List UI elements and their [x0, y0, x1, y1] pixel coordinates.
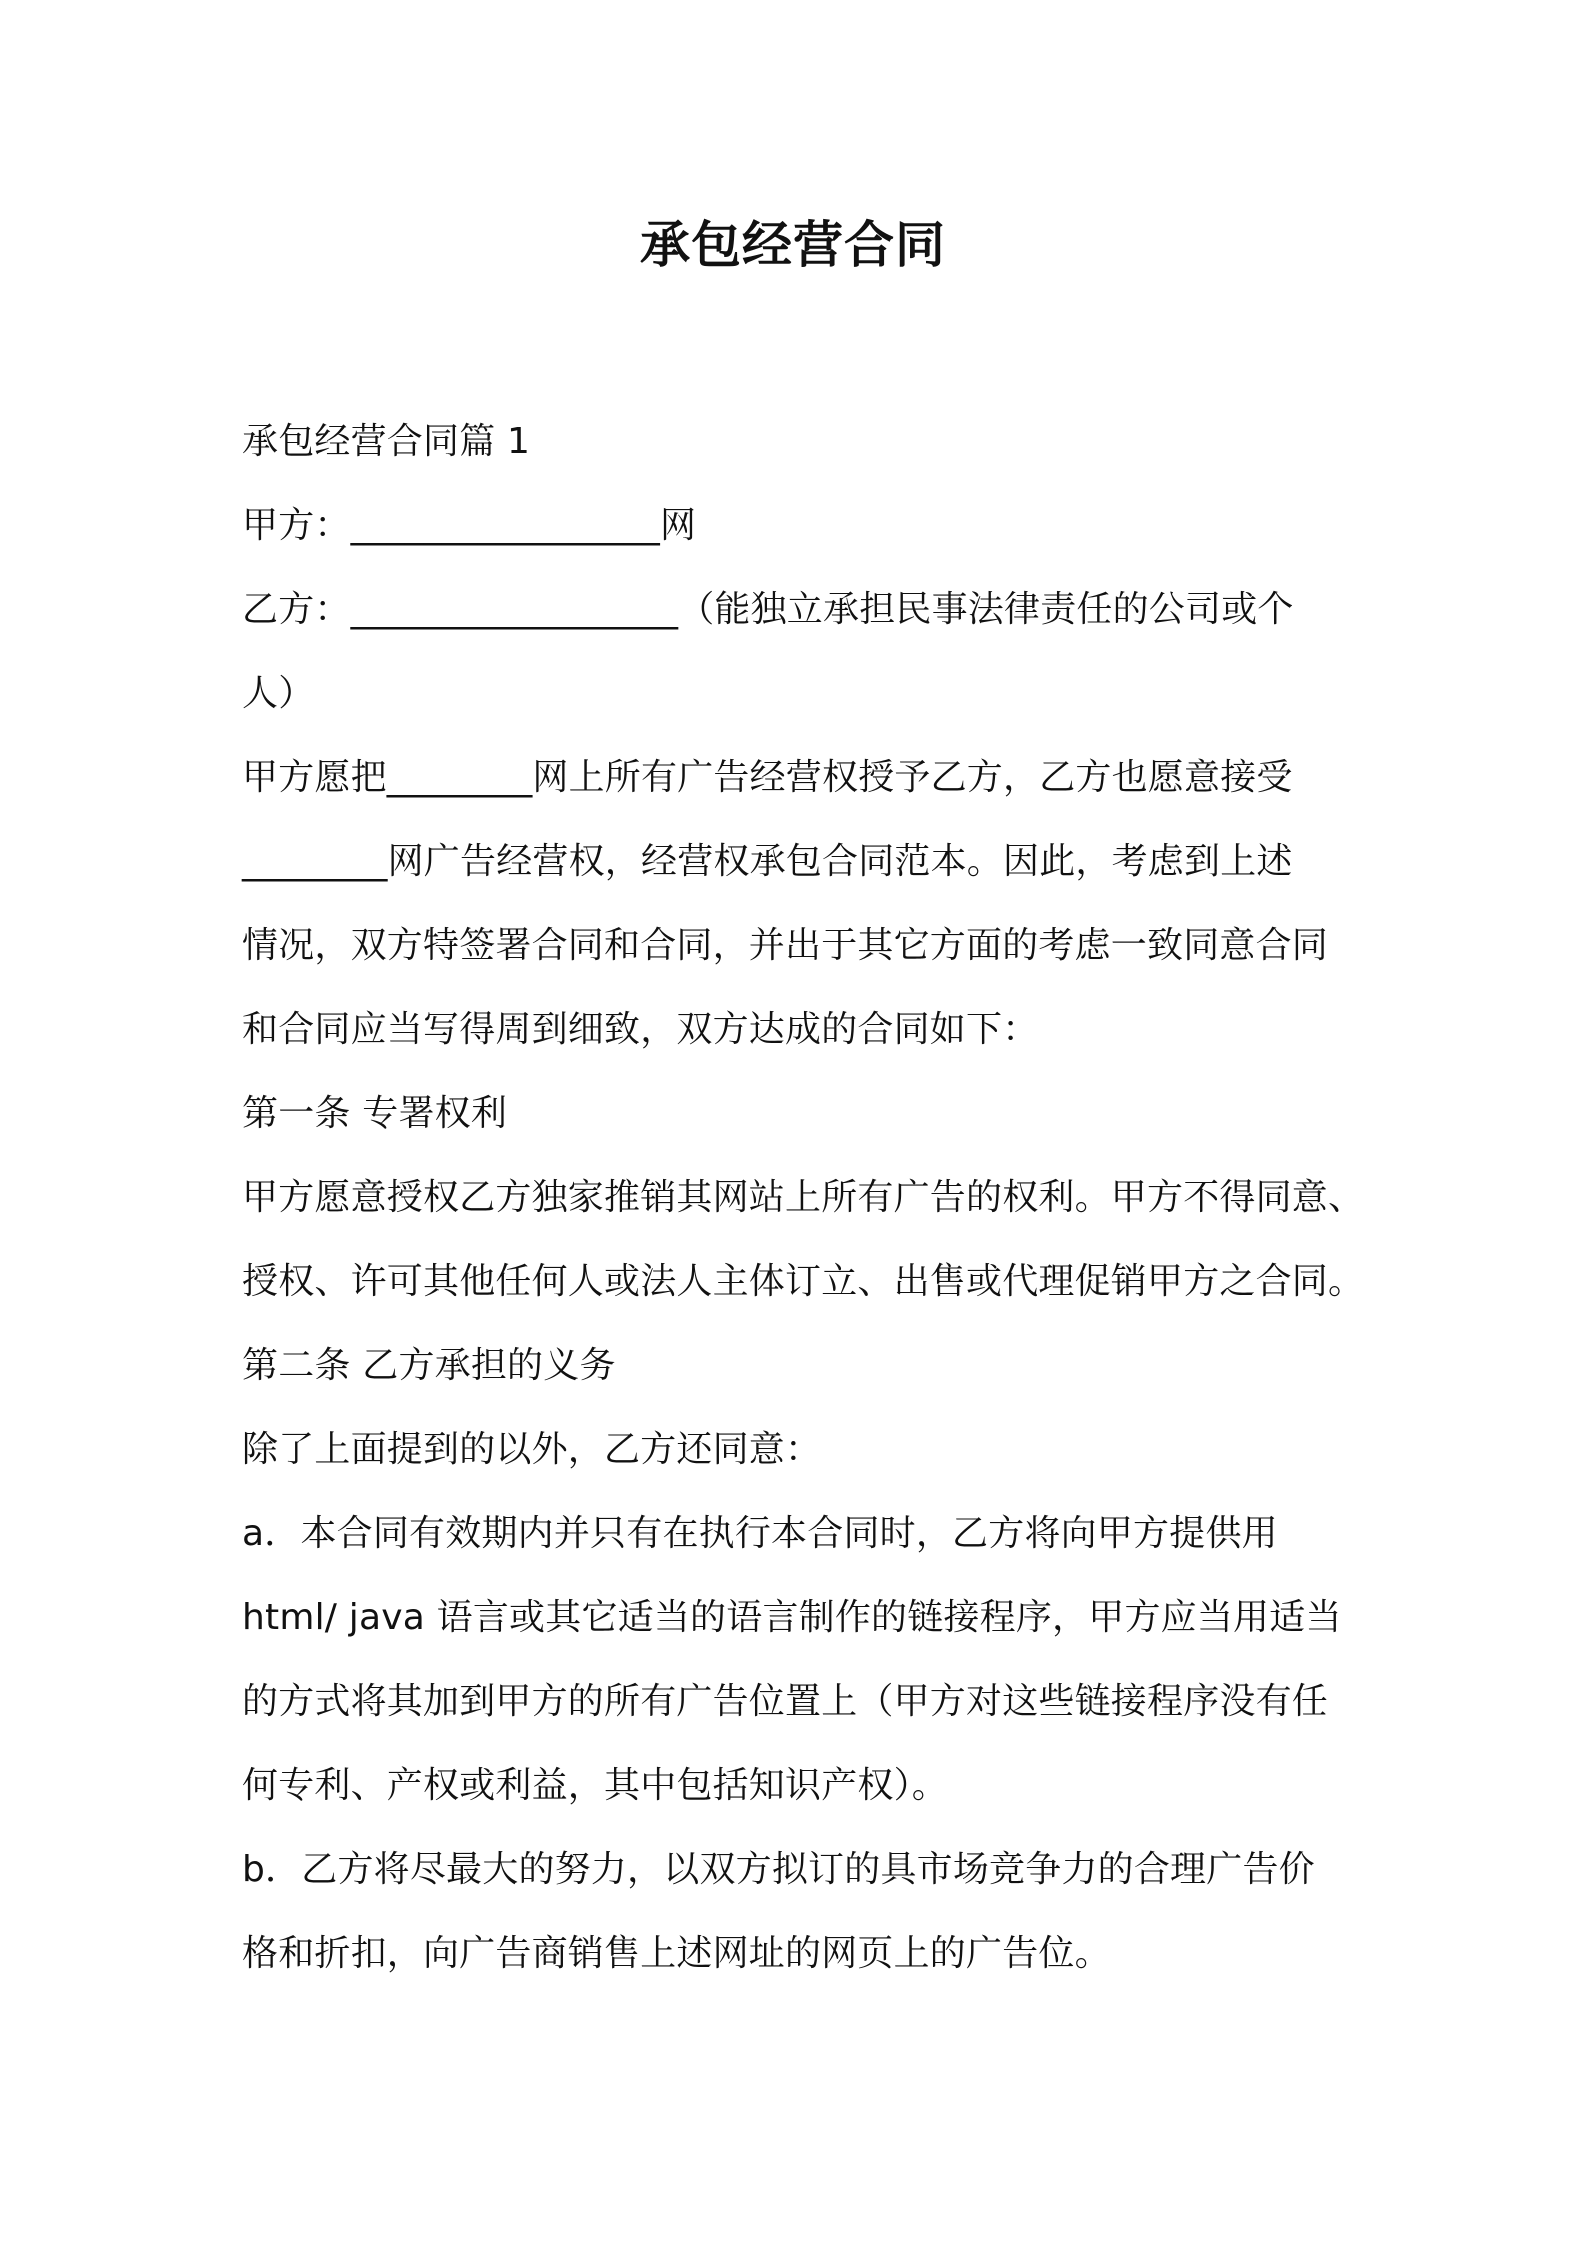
line-text: 第一条 专署权利 [242, 1093, 508, 1134]
line-text: b．乙方将尽最大的努力，以双方拟订的具市场竞争力的合理广告价 [242, 1849, 1315, 1890]
text-line [242, 1912, 1366, 1996]
text-line [242, 1156, 1366, 1240]
section-heading [242, 1072, 1366, 1156]
text-line [242, 1660, 1366, 1744]
line-text: ________网广告经营权，经营权承包合同范本。因此，考虑到上述 [242, 841, 1293, 882]
line-text: 甲方：_________________网 [242, 505, 697, 546]
line-text: 甲方愿意授权乙方独家推销其网站上所有广告的权利。甲方不得同意、 [242, 1177, 1365, 1218]
line-text: 人） [242, 673, 315, 714]
text-line [242, 904, 1366, 988]
line-text: a．本合同有效期内并只有在执行本合同时，乙方将向甲方提供用 [242, 1513, 1278, 1554]
line-text: 甲方愿把________网上所有广告经营权授予乙方，乙方也愿意接受 [242, 757, 1293, 798]
line-text: 乙方：__________________（能独立承担民事法律责任的公司或个 [242, 589, 1294, 630]
text-line [242, 1744, 1366, 1828]
text-line [242, 484, 1366, 568]
text-line [242, 400, 1366, 484]
line-text: 和合同应当写得周到细致，双方达成的合同如下： [242, 1009, 1039, 1050]
line-text: 除了上面提到的以外，乙方还同意： [242, 1429, 822, 1470]
line-text: 第二条 乙方承担的义务 [242, 1345, 616, 1386]
text-line [242, 652, 1366, 736]
line-text: 承包经营合同篇 1 [242, 421, 531, 462]
line-text: 授权、许可其他任何人或法人主体订立、出售或代理促销甲方之合同。 [242, 1261, 1365, 1302]
text-line [242, 1576, 1366, 1660]
section-heading [242, 1324, 1366, 1408]
text-line [242, 1408, 1366, 1492]
line-text: html/ java 语言或其它适当的语言制作的链接程序，甲方应当用适当 [242, 1597, 1342, 1638]
line-text: 格和折扣，向广告商销售上述网址的网页上的广告位。 [242, 1933, 1111, 1974]
text-line [242, 568, 1366, 652]
line-text: 情况，双方特签署合同和合同，并出于其它方面的考虑一致同意合同 [242, 925, 1329, 966]
document-title: 承包经营合同 [640, 216, 946, 274]
text-line [242, 1240, 1366, 1324]
text-line [242, 820, 1366, 904]
text-line [242, 988, 1366, 1072]
line-text: 的方式将其加到甲方的所有广告位置上（甲方对这些链接程序没有任 [242, 1681, 1329, 1722]
line-text: 何专利、产权或利益，其中包括知识产权）。 [242, 1765, 949, 1806]
text-line [242, 1828, 1366, 1912]
text-line [242, 736, 1366, 820]
text-line [242, 1492, 1366, 1576]
document-body [242, 400, 1366, 1996]
